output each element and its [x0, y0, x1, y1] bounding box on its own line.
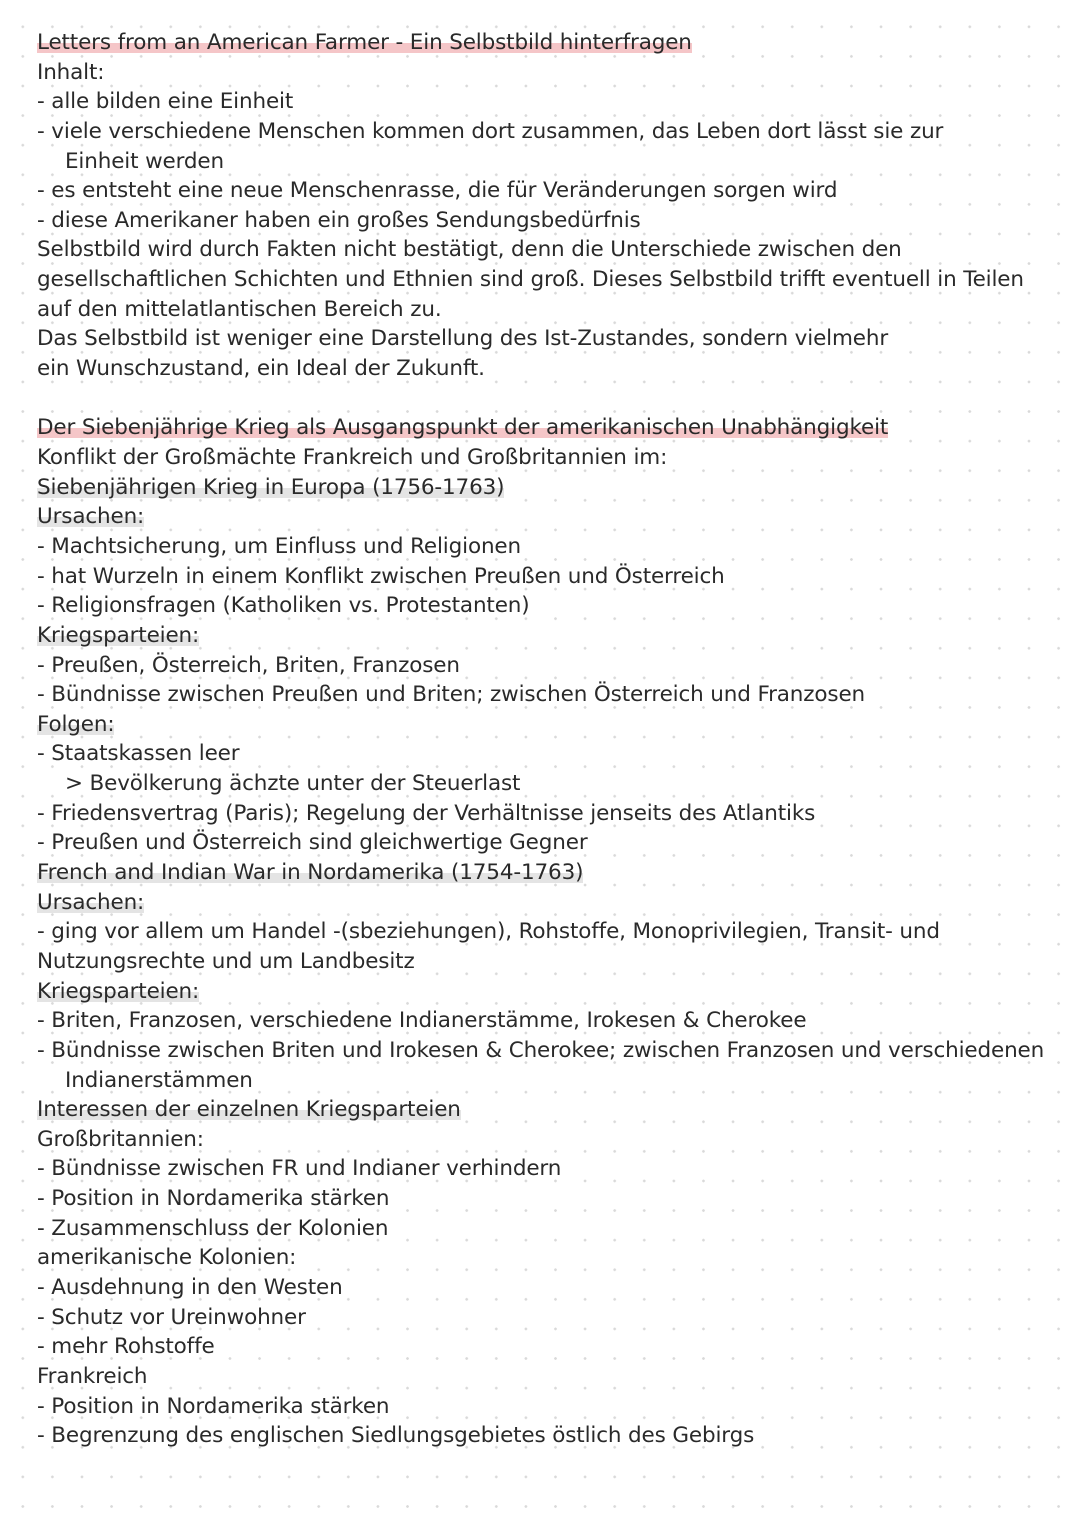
label-text: Kriegsparteien:	[37, 978, 200, 1004]
label: Frankreich	[37, 1363, 148, 1389]
label	[37, 888, 1057, 918]
list-item: - Religionsfragen (Katholiken vs. Protestanten)	[37, 593, 530, 619]
list-item: - Bündnisse zwischen Preußen und Briten; zwischen Österreich und Franzosen	[37, 682, 866, 708]
label-text: Ursachen:	[37, 504, 145, 530]
intro-text: Konflikt der Großmächte Frankreich und Großbritannien im:	[37, 445, 668, 471]
label	[37, 710, 1057, 740]
label: amerikanische Kolonien:	[37, 1245, 297, 1271]
list-item: - Zusammenschluss der Kolonien	[37, 1215, 389, 1241]
paragraph: Das Selbstbild ist weniger eine Darstellung des Ist-Zustandes, sondern vielmehr ein Wunschzustand, ein Ideal der Zukunft.	[37, 326, 889, 382]
subheading-text: Siebenjährigen Krieg in Europa (1756-1763)	[37, 474, 505, 500]
list-item: - Position in Nordamerika stärken	[37, 1186, 390, 1212]
list-item-continuation: Einheit werden	[65, 148, 224, 174]
section-title	[37, 413, 1057, 443]
list-item: - hat Wurzeln in einem Konflikt zwischen Preußen und Österreich	[37, 563, 725, 589]
list-item: - Schutz vor Ureinwohner	[37, 1304, 306, 1330]
section-title	[37, 28, 1057, 58]
list-item: - es entsteht eine neue Menschenrasse, die für Veränderungen sorgen wird	[37, 178, 838, 204]
list-item: - alle bilden eine Einheit	[37, 89, 294, 115]
label-text: Ursachen:	[37, 889, 145, 915]
list-item: - Preußen, Österreich, Briten, Franzosen	[37, 652, 460, 678]
list-item: - Friedensvertrag (Paris); Regelung der Verhältnisse jenseits des Atlantiks	[37, 800, 816, 826]
list-item-continuation: Nutzungsrechte und um Landbesitz	[37, 948, 415, 974]
list-item: - Briten, Franzosen, verschiedene Indianerstämme, Irokesen & Cherokee	[37, 1008, 807, 1034]
list-item: - Position in Nordamerika stärken	[37, 1393, 390, 1419]
label	[37, 621, 1057, 651]
section-title-text: Der Siebenjährige Krieg als Ausgangspunkt der amerikanischen Unabhängigkeit	[37, 415, 889, 441]
list-item: - Machtsicherung, um Einfluss und Religionen	[37, 533, 521, 559]
list-item: - ging vor allem um Handel -(sbeziehungen), Rohstoffe, Monoprivilegien, Transit- und	[37, 919, 940, 945]
label-text: Kriegsparteien:	[37, 622, 200, 648]
list-item: - Bündnisse zwischen FR und Indianer verhindern	[37, 1156, 562, 1182]
list-item: - Ausdehnung in den Westen	[37, 1274, 343, 1300]
sub-list-item: > Bevölkerung ächzte unter der Steuerlast	[65, 771, 521, 797]
subheading	[37, 473, 1057, 503]
list-item: - mehr Rohstoffe	[37, 1334, 215, 1360]
spacer	[37, 384, 1057, 414]
list-item: - Begrenzung des englischen Siedlungsgebietes östlich des Gebirgs	[37, 1423, 755, 1449]
paragraph: Selbstbild wird durch Fakten nicht bestätigt, denn die Unterschiede zwischen den gesellschaftlichen Schichten und Ethnien sind groß. Dieses Selbstbild trifft eventuell in Teilen auf den mittelatlantischen Bereich zu.	[37, 237, 1024, 322]
subheading-text: French and Indian War in Nordamerika (1754-1763)	[37, 860, 584, 886]
inhalt-label: Inhalt:	[37, 59, 105, 85]
list-item: - viele verschiedene Menschen kommen dort zusammen, das Leben dort lässt sie zur	[37, 118, 944, 144]
list-item: - diese Amerikaner haben ein großes Sendungsbedürfnis	[37, 207, 641, 233]
list-item-continuation: Indianerstämmen	[65, 1067, 253, 1093]
subheading-text: Interessen der einzelnen Kriegsparteien	[37, 1097, 461, 1123]
section-title-text: Letters from an American Farmer - Ein Selbstbild hinterfragen	[37, 30, 692, 55]
label-text: Folgen:	[37, 711, 115, 737]
label: Großbritannien:	[37, 1126, 204, 1152]
subheading	[37, 1095, 1057, 1125]
label	[37, 502, 1057, 532]
list-item: - Staatskassen leer	[37, 741, 240, 767]
subheading	[37, 858, 1057, 888]
list-item: - Bündnisse zwischen Briten und Irokesen & Cherokee; zwischen Franzosen und verschiedenen	[37, 1037, 1045, 1063]
notes-content	[37, 28, 1057, 1451]
label	[37, 977, 1057, 1007]
list-item: - Preußen und Österreich sind gleichwertige Gegner	[37, 830, 588, 856]
